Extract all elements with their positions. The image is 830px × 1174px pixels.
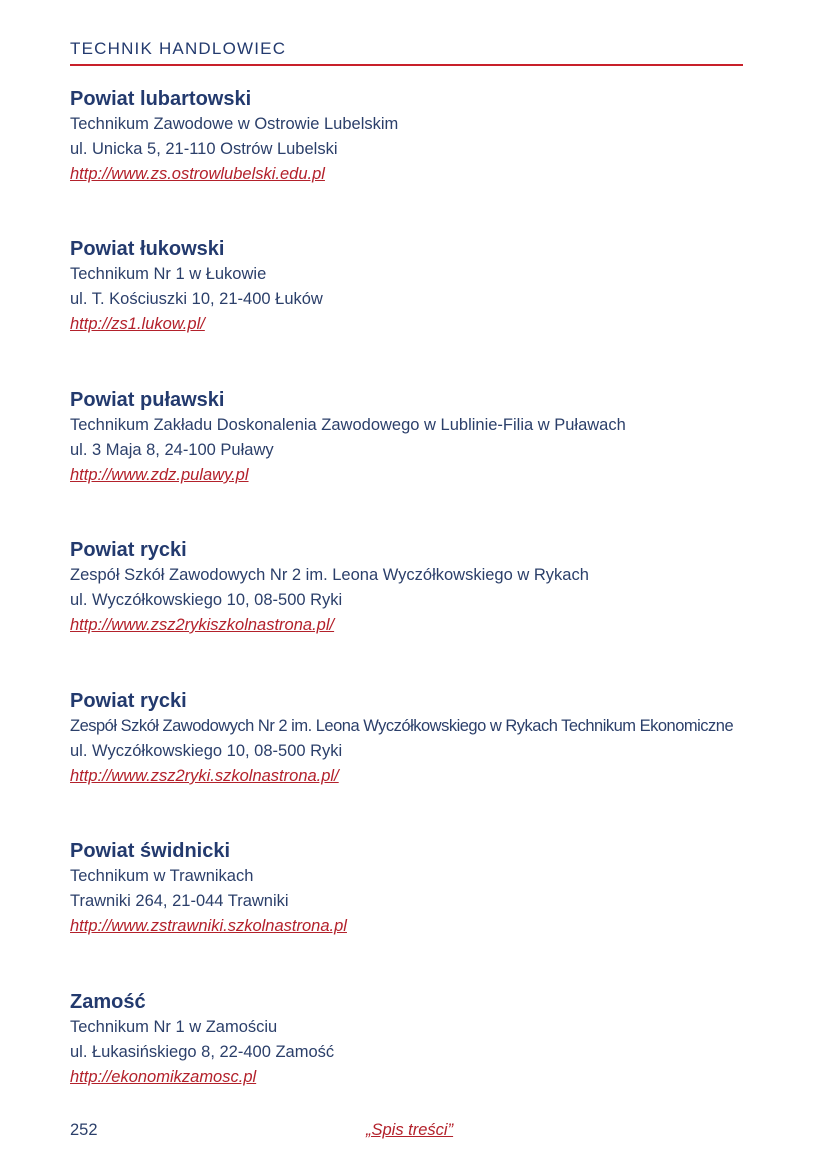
school-website-link[interactable]: http://www.zsz2ryki.szkolnastrona.pl/: [70, 767, 339, 785]
county-heading: Powiat rycki: [70, 690, 187, 712]
school-name: Technikum Nr 1 w Łukowie: [70, 265, 267, 283]
school-address: ul. 3 Maja 8, 24-100 Puławy: [70, 441, 274, 459]
school-website-link[interactable]: http://www.zsz2rykiszkolnastrona.pl/: [70, 616, 335, 634]
school-entry: [70, 236, 770, 337]
school-entry: [70, 989, 770, 1090]
county-heading: Powiat świdnicki: [70, 840, 231, 862]
school-name: Technikum Nr 1 w Zamościu: [70, 1018, 278, 1036]
school-address: ul. T. Kościuszki 10, 21-400 Łuków: [70, 290, 323, 308]
school-website-link[interactable]: http://zs1.lukow.pl/: [70, 315, 205, 333]
county-heading: Powiat rycki: [70, 539, 187, 561]
county-heading: Powiat łukowski: [70, 238, 225, 260]
school-website-link[interactable]: http://www.zstrawniki.szkolnastrona.pl: [70, 917, 347, 935]
school-name: Zespół Szkół Zawodowych Nr 2 im. Leona Wyczółkowskiego w Rykach: [70, 566, 589, 584]
school-address: ul. Wyczółkowskiego 10, 08-500 Ryki: [70, 742, 343, 760]
running-head-title: TECHNIK HANDLOWIEC: [70, 39, 287, 58]
school-address: ul. Łukasińskiego 8, 22-400 Zamość: [70, 1043, 335, 1061]
header-divider: [70, 64, 743, 66]
county-heading: Powiat puławski: [70, 389, 225, 411]
school-name: Technikum Zawodowe w Ostrowie Lubelskim: [70, 115, 399, 133]
school-address: ul. Unicka 5, 21-110 Ostrów Lubelski: [70, 140, 338, 158]
page-header: [70, 38, 743, 66]
school-name: Zespół Szkół Zawodowych Nr 2 im. Leona Wyczółkowskiego w Rykach Technikum Ekonomiczne: [70, 717, 734, 735]
school-website-link[interactable]: http://www.zs.ostrowlubelski.edu.pl: [70, 165, 325, 183]
school-entry: [70, 387, 770, 488]
school-website-link[interactable]: http://www.zdz.pulawy.pl: [70, 466, 249, 484]
school-website-link[interactable]: http://ekonomikzamosc.pl: [70, 1068, 257, 1086]
table-of-contents-link[interactable]: „Spis treści”: [366, 1121, 454, 1139]
school-name: Technikum Zakładu Doskonalenia Zawodowego w Lublinie-Filia w Puławach: [70, 416, 626, 434]
school-entry: [70, 537, 770, 638]
school-entry: [70, 86, 770, 187]
school-name: Technikum w Trawnikach: [70, 867, 254, 885]
page-number: 252: [70, 1121, 98, 1139]
school-entry: [70, 688, 770, 789]
school-address: Trawniki 264, 21-044 Trawniki: [70, 892, 289, 910]
school-address: ul. Wyczółkowskiego 10, 08-500 Ryki: [70, 591, 343, 609]
school-entry: [70, 838, 770, 939]
county-heading: Powiat lubartowski: [70, 88, 252, 110]
county-heading: Zamość: [70, 991, 146, 1013]
